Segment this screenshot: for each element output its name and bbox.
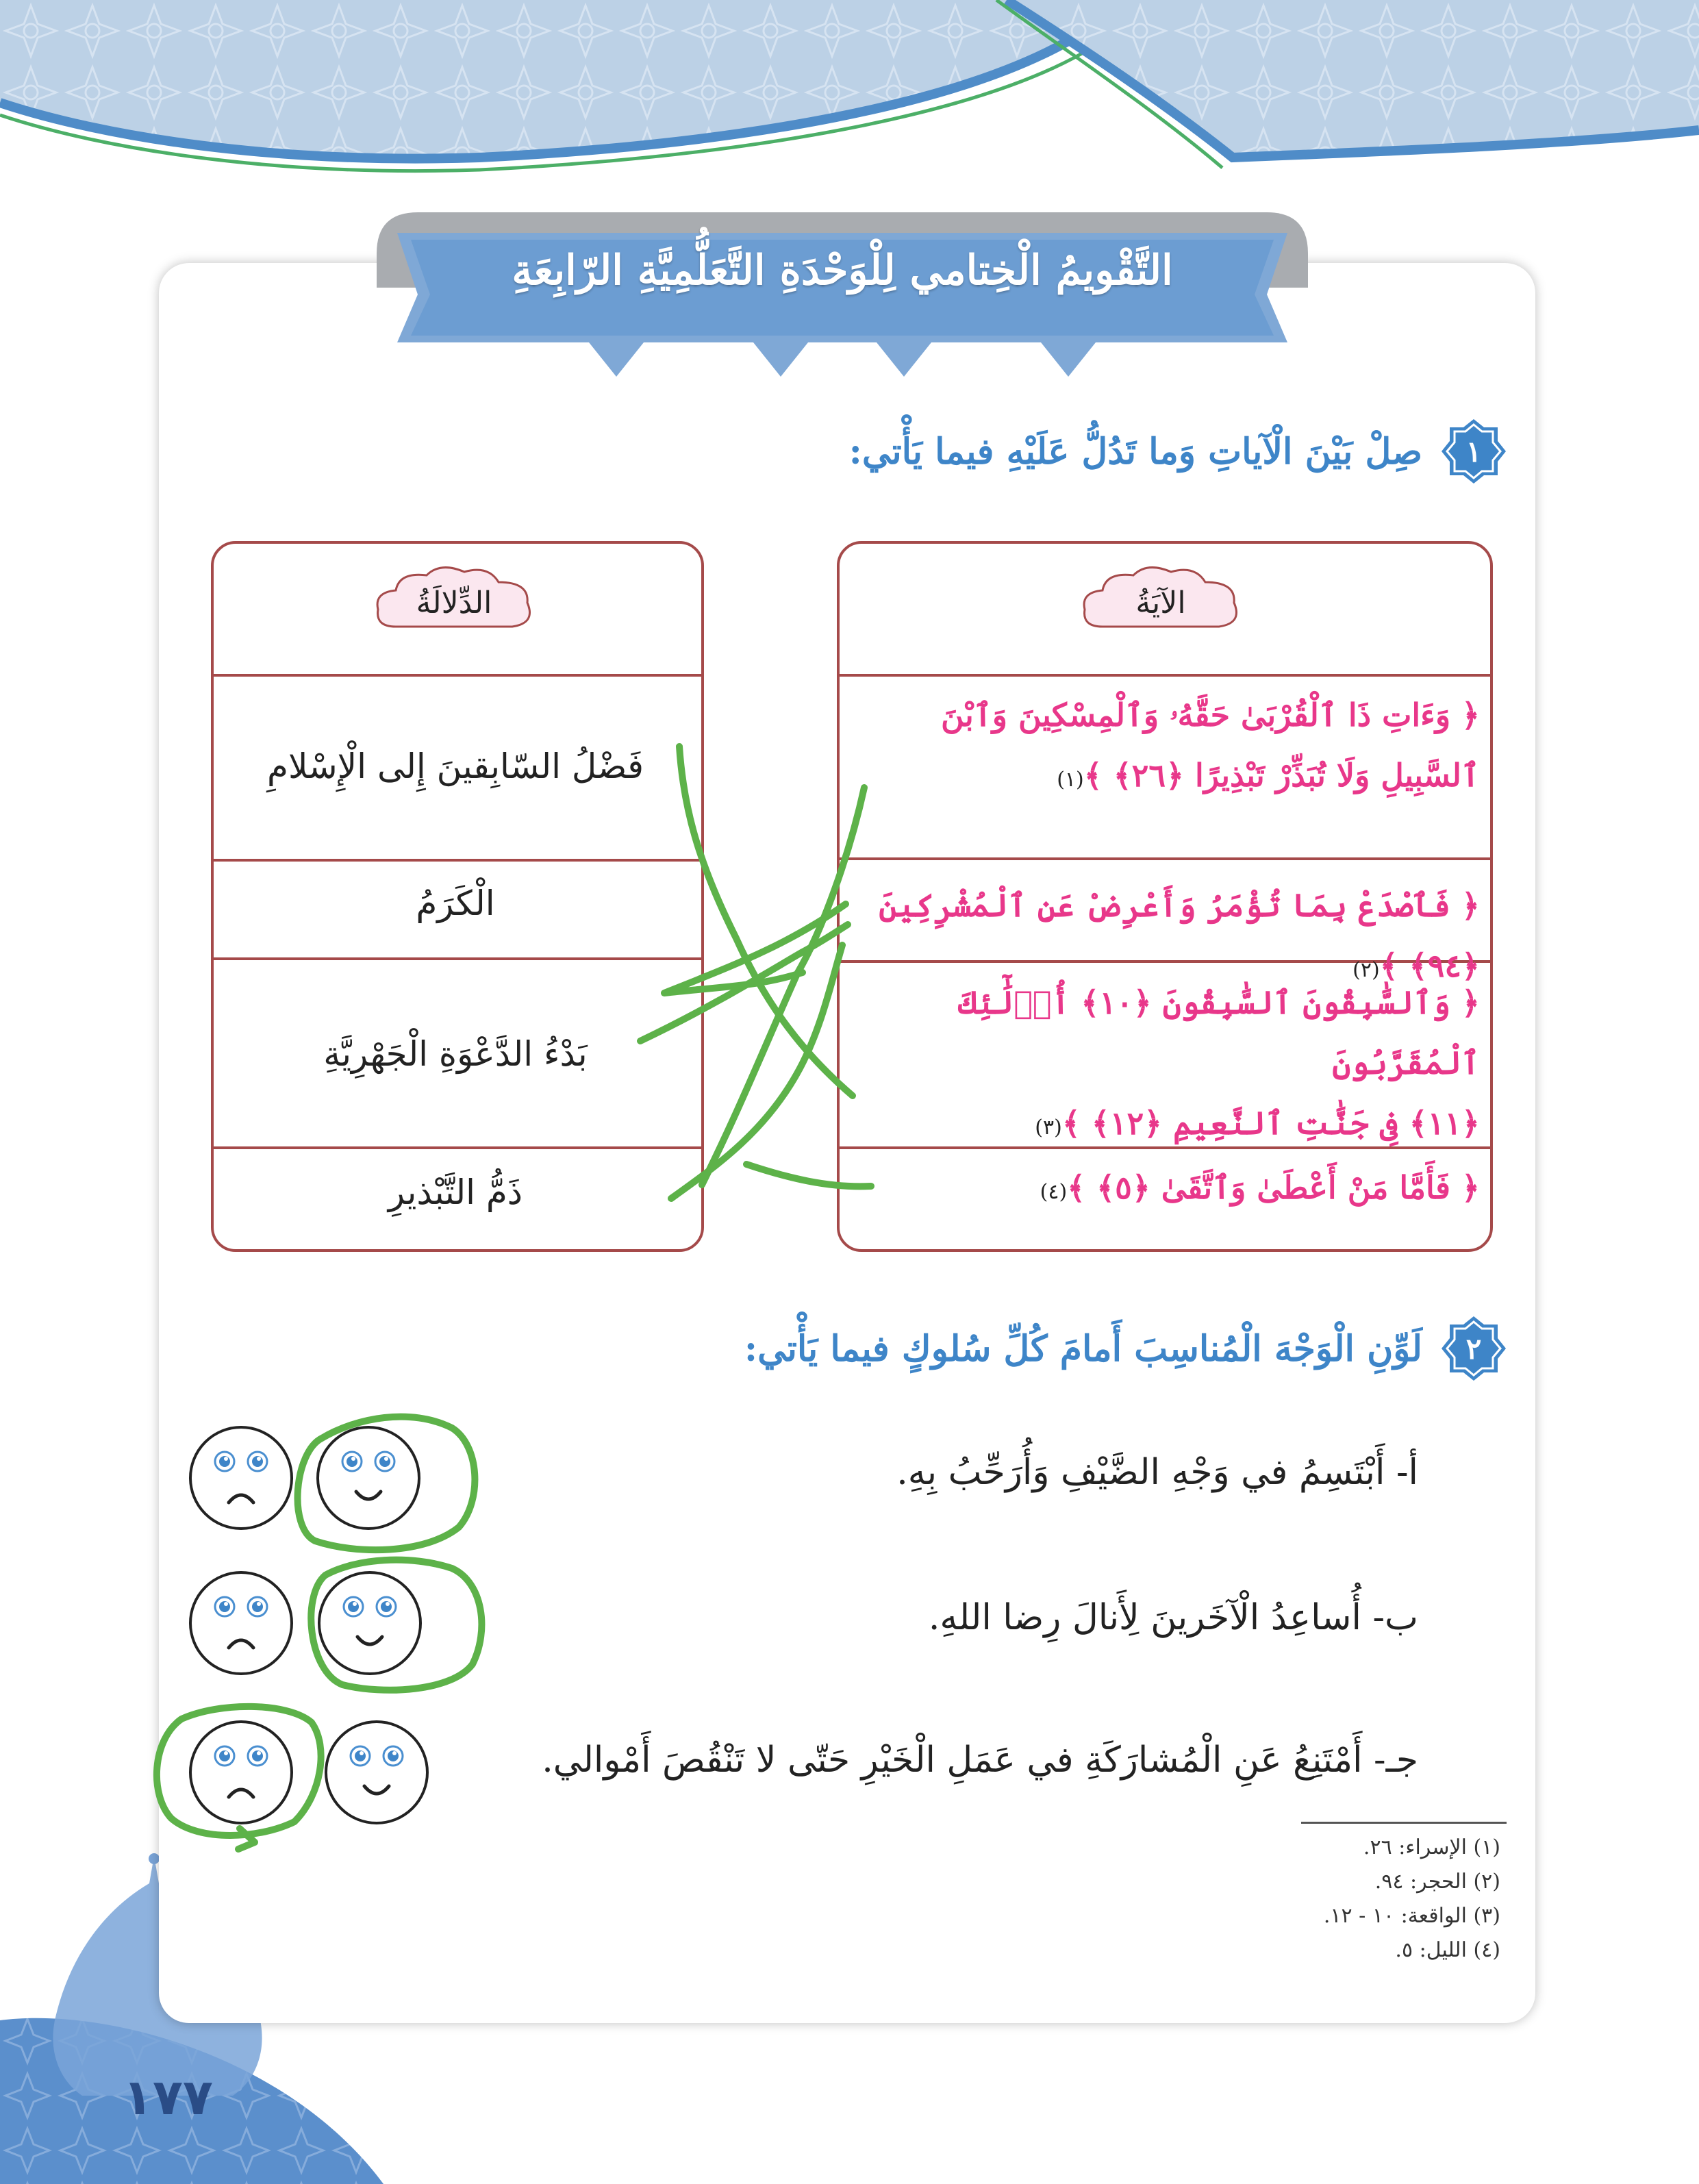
verse-1-line-2: ٱلسَّبِيلِ وَلَا تُبَذِّرْ تَبْذِيرًا ﴿٢٦﴾ ﴾ <box>1083 757 1480 794</box>
sad-face-icon[interactable] <box>186 1568 296 1678</box>
question-1-heading <box>849 418 1507 485</box>
top-decorative-band <box>0 0 1699 199</box>
meaning-1[interactable]: فَضْلُ السّابِقينَ إِلى الْإِسْلامِ <box>266 746 644 786</box>
footnote-4: (٤) الليل: ٥. <box>1395 1938 1500 1962</box>
verse-1-line-1: ﴿ وَءَاتِ ذَا ٱلْقُرْبَىٰ حَقَّهُۥ وَٱلْمِسْكِينَ وَٱبْنَ <box>941 696 1480 733</box>
verse-3-line-2: ﴿١١﴾ فِى جَنَّٰتِ ٱلنَّعِيمِ ﴿١٢﴾ ﴾ <box>1061 1105 1480 1142</box>
meanings-header <box>368 562 540 644</box>
footnote-separator <box>1301 1822 1507 1824</box>
verse-row-divider <box>840 857 1490 860</box>
question-2-badge <box>1440 1315 1507 1382</box>
meaning-row-divider <box>214 674 701 677</box>
meaning-row-divider <box>214 859 701 862</box>
meaning-2[interactable]: الْكَرَمُ <box>416 883 495 923</box>
footnote-3: (٣) الواقعة: ١٠ - ١٢. <box>1323 1904 1500 1928</box>
verse-1 <box>864 685 1480 810</box>
verse-2-line-1: ﴿ فَٱصْدَعْ بِمَا تُؤْمَرُ وَأَعْرِضْ عَنِ ٱلْمُشْرِكِينَ ﴿٩٤﴾ ﴾ <box>879 887 1480 984</box>
meaning-3[interactable]: بَدْءُ الدَّعْوَةِ الْجَهْرِيَّةِ <box>323 1034 588 1074</box>
sad-face-icon[interactable] <box>186 1718 296 1827</box>
verse-3-line-1: ﴿ وَٱلسَّٰبِقُونَ ٱلسَّٰبِقُونَ ﴿١٠﴾ أُو۟لَٰٓئِكَ ٱلْمُقَرَّبُونَ <box>958 984 1480 1081</box>
footnote-2: (٢) الحجر: ٩٤. <box>1374 1870 1500 1894</box>
verse-3 <box>864 972 1480 1158</box>
verse-2-reference: (٢) <box>1352 958 1380 982</box>
meanings-header-label: الدِّلالَةُ <box>416 585 492 620</box>
verse-row-divider <box>840 674 1490 677</box>
meaning-4[interactable]: ذَمُّ التَّبْذيرِ <box>388 1172 523 1212</box>
verse-4-reference: (٤) <box>1040 1180 1068 1204</box>
meaning-row-divider <box>214 957 701 960</box>
happy-face-icon[interactable] <box>315 1568 425 1678</box>
verse-3-reference: (٣) <box>1035 1116 1062 1140</box>
question-2-number: ٢ <box>1465 1331 1482 1366</box>
page-title: التَّقْويمُ الْخِتامي لِلْوَحْدَةِ التَّعَلُّمِيَّةِ الرّابِعَةِ <box>512 247 1173 294</box>
verses-header <box>1075 562 1246 644</box>
question-2-prompt: لَوِّنِ الْوَجْهَ الْمُناسِبَ أَمامَ كُلِّ سُلوكٍ فيما يَأْتي: <box>744 1327 1422 1370</box>
verse-4 <box>864 1157 1480 1222</box>
sad-face-icon[interactable] <box>186 1423 296 1533</box>
question-1-badge <box>1440 418 1507 485</box>
verses-header-label: الآيَةُ <box>1135 585 1186 620</box>
verse-1-reference: (١) <box>1057 768 1084 792</box>
footnote-1: (١) الإسراء: ٢٦. <box>1363 1835 1500 1859</box>
happy-face-icon[interactable] <box>314 1423 423 1533</box>
question-1-number: ١ <box>1465 434 1482 468</box>
verse-4-line-1: ﴿ فَأَمَّا مَنْ أَعْطَىٰ وَٱتَّقَىٰ ﴿٥﴾ ﴾ <box>1067 1169 1480 1206</box>
behavior-b: ب- أُساعِدُ الْآخَرينَ لِأَنالَ رِضا اللهِ. <box>928 1597 1418 1638</box>
meaning-row-divider <box>214 1146 701 1149</box>
behavior-c: جـ- أَمْتَنِعُ عَنِ الْمُشارَكَةِ في عَمَلِ الْخَيْرِ حَتّى لا تَنْقُصَ أَمْوالي. <box>542 1740 1418 1781</box>
question-1-prompt: صِلْ بَيْنَ الْآياتِ وَما تَدُلُّ عَلَيْهِ فيما يَأْتي: <box>848 430 1422 473</box>
page-number: ١٧٧ <box>123 2068 213 2126</box>
behavior-a: أ- أَبْتَسِمُ في وَجْهِ الضَّيْفِ وَأُرَحِّبُ بِهِ. <box>896 1452 1418 1493</box>
question-2-heading <box>744 1315 1507 1382</box>
happy-face-icon[interactable] <box>322 1718 431 1827</box>
